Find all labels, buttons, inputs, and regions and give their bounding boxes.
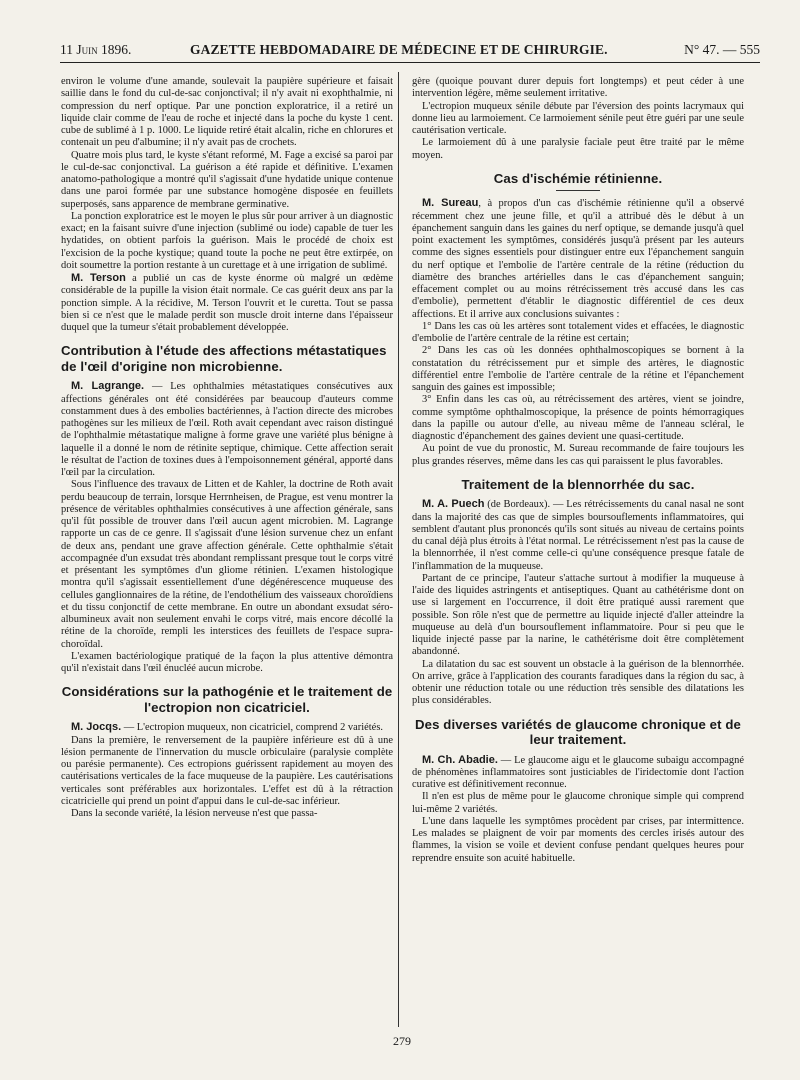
paragraph [412, 754, 744, 792]
paragraph-text: — L'ectropion muqueux, non cicatriciel, comprend 2 variétés. [121, 722, 383, 734]
paragraph: La ponction exploratrice est le moyen le plus sûr pour arriver à un diagnostic exact; en la faisant suivre d'une injection (sublimé ou iode) capable de tuer les hydatides, on obtient parfois la guérison. Mais le procédé de choix est l'excision de la poche kystique; quand toute la poche ne peut être extirpée, on doit soumettre la portion restante à un curettage et à une irrigation de sublimé. [61, 210, 393, 271]
header-date: 11 Juin 1896. [60, 42, 132, 57]
paragraph [61, 380, 393, 479]
section-heading [412, 171, 744, 192]
paragraph: Au point de vue du pronostic, M. Sureau recommande de faire toujours les plus grandes réserves, même dans les cas qui paraissent le plus favorables. [412, 443, 744, 467]
paragraph [412, 197, 744, 321]
running-header [60, 40, 760, 63]
section-heading: Des diverses variétés de glaucome chronique et de leur traitement. [415, 716, 741, 747]
paragraph-text: a publié un cas de kyste énorme où malgré un œdème considérable de la pupille la vision était normale. Ce cas guérit deux ans par la ponction simple. A la récidive, M. Terson l'ouvrit et le curetta. Tout se passa bien si ce n'est que le malade perdit son muscle droit interne dans l'épaisseur duquel que la tumeur s'était probablement développée. [61, 273, 393, 333]
paragraph: Dans la première, le renversement de la paupière inférieure est dû à une lésion permanente de l'innervation du muscle orbiculaire (paralysie complète ou parésie permanente). Ces ectropions guérissent rapidement au moyen des cautérisations verticales de la face muqueuse de la paupière. Les cautérisations verticales sont préférables aux horizontales. L'effet est dû à la rétraction cicatricielle qui prend un point d'appui dans le cul-de-sac inférieur. [61, 734, 393, 807]
header-issue-page-number: N° 47. — 555 [684, 42, 760, 57]
column-divider [398, 72, 399, 1027]
paragraph: La dilatation du sac est souvent un obstacle à la guérison de la blennorrhée. On arrive, grâce à l'application des courants faradiques dans la région du sac, à obtenir une réduction totale ou une réduction très sensible des dilatations les plus considérables. [412, 658, 744, 707]
paragraph: Sous l'influence des travaux de Litten et de Kahler, la doctrine de Roth avait perdu beaucoup de terrain, lorsque Herrnheisen, de Prague, est venu montrer la présence de véritables ophthalmies consécutives à une affection générale, sans qu'il fût possible de trouver dans l'œil aucun agent microbien. M. Lagrange rapporte un cas de ce genre. Il s'agissait d'une lésion survenue chez un enfant de deux ans, pendant une grave affection générale. Cette ophthalmie s'était accompagnée d'un exsudat très abondant remplissant presque tout le corps vitré et présentant les symptômes d'un gliome rétinien. L'examen histologique montra qu'il s'agissait essentiellement d'une dégénérescence muqueuse des cellules ganglionnaires de la rétine, de l'endothélium des vaisseaux choroïdiens et du tissu conjonctif de cette membrane. En outre un abondant exsudat séro-albumineux avait non seulement envahi le corps vitré, mais encore décollé la rétine de la choroïde, rempli les interstices des feuillets de l'espace supra-choroïdal. [61, 479, 393, 650]
author-name: M. Ch. Abadie. [422, 753, 498, 766]
paragraph: Partant de ce principe, l'auteur s'attache surtout à modifier la muqueuse à l'aide des liquides astringents et antiseptiques. Quant au cathétérisme dont on use si largement en l'occurrence, il doit être pratiqué aussi rarement que possible. Son rôle n'est que de permettre au liquide injecté d'aller atteindre la muqueuse au delà d'un boursouflement inflammatoire. Pour si peu que le liquide injecté passe par la narine, le cathétérisme doit être complètement abandonné. [412, 572, 744, 658]
paragraph-text: (de Bordeaux). — Les rétrécissements du canal nasal ne sont dans la majorité des cas que de simples boursouflements inflammatoires, qui semblent d'autant plus prononcés qu'ils sont situés au niveau de certains points du canal déjà plus étroits à l'état normal. Le rétrécissement n'est pas la cause de la blennorrhée, il n'est comme celle-ci qu'une conséquence presque fatale de l'inflammation de la muqueuse. [412, 499, 744, 572]
right-column [412, 76, 744, 1031]
paragraph: L'examen bactériologique pratiqué de la façon la plus attentive démontra qu'il n'existait dans l'œil énucléé aucun microbe. [61, 650, 393, 674]
paragraph-text: — Le glaucome aigu et le glaucome subaigu accompagné de phénomènes inflammatoires sont justiciables de l'iridectomie dont l'action curative est définitivement reconnue. [412, 754, 744, 790]
paragraph [61, 721, 393, 734]
paragraph: Le larmoiement dû à une paralysie faciale peut être traité par le même moyen. [412, 137, 744, 161]
paragraph [61, 272, 393, 334]
header-journal-title: GAZETTE HEBDOMADAIRE DE MÉDECINE ET DE CHIRURGIE. [190, 42, 608, 57]
author-name: M. Terson [71, 272, 126, 284]
section-heading: Traitement de la blennorrhée du sac. [461, 476, 695, 492]
paragraph: environ le volume d'une amande, soulevait la paupière supérieure et faisait saillie dans le fond du cul-de-sac conjonctival; il n'y avait ni exophthalmie, ni compression du nerf optique. Par une ponction exploratrice, il a retiré un liquide clair comme de l'eau de roche et injecté dans la poche du kyste 1 cent. cube de sublimé à 1 p. 1000. Le liquide retiré était alcalin, riche en chlorures et contenait un peu d'albumine; il n'y avait pas de crochets. [61, 76, 393, 149]
paragraph: L'ectropion muqueux sénile débute par l'éversion des points lacrymaux qui donne lieu au larmoiement. Ce larmoiement sénile peut être guéri par une seule cautérisation verticale. [412, 100, 744, 136]
heading-rule [556, 190, 600, 191]
paragraph: Il n'en est plus de même pour le glaucome chronique simple qui comprend lui-même 2 variétés. [412, 791, 744, 815]
paragraph: Dans la seconde variété, la lésion nerveuse n'est que passa- [71, 808, 318, 819]
paragraph-text: , à propos d'un cas d'ischémie rétinienne qu'il a observé récemment chez une jeune fille, et qu'il a attribué dès le début à un épanchement sanguin dans les gaines du nerf optique, se demande jusqu'à quel point exactement les symptômes, considérés jusqu'à présent par les auteurs comme des signes essentiels pour distinguer entre eux l'épanchement sanguin du nerf optique et l'embolie de l'artère centrale de la rétine (réduction du diamètre des branches artérielles dans le cas d'épanchement sanguin; effacement complet ou au moins rétrécissement très accusé dans les cas d'embolie), permettent d'établir le diagnostic différentiel de ces deux affections. Et il arrive aux conclusions suivantes : [412, 198, 744, 320]
section-heading: Contribution à l'étude des affections métastatiques de l'œil d'origine non microbienne. [61, 343, 387, 374]
folio-number: 279 [393, 1034, 411, 1048]
paragraph: gère (quoique pouvant durer depuis fort longtemps) et peut céder à une intervention légère, même seulement irritative. [412, 76, 744, 100]
paragraph: 2° Dans les cas où les données ophthalmoscopiques se bornent à la constatation du rétrécissement pur et simple des artères, le diagnostic différentiel entre l'embolie de l'artère centrale de la rétine et l'épanchement sanguin des gaines est impossible; [412, 345, 744, 393]
paragraph: Quatre mois plus tard, le kyste s'étant reformé, M. Fage a excisé sa paroi par le cul-de-sac conjonctival. La guérison a été rapide et définitive. L'examen anatomo-pathologique a montré qu'il s'agissait d'une hydatide unique contenue dans une paroi formée par une substance homogène disposée en feuillets superposés, sans apparence de membrane germinative. [61, 149, 393, 210]
paragraph: 1° Dans les cas où les artères sont totalement vides et effacées, le diagnostic d'embolie de l'artère centrale de la rétine est certain; [412, 320, 744, 344]
paragraph: 3° Enfin dans les cas où, au rétrécissement des artères, vient se joindre, comme symptôme ophthalmoscopique, la présence de points hémorragiques dans la papille ou autour d'elle, au niveau même de l'anneau scléral, le diagnostic d'épanchement des gaines devient une quasi-certitude. [412, 394, 744, 442]
author-name: M. Jocqs. [71, 721, 122, 734]
paragraph: L'une dans laquelle les symptômes procèdent par crises, par intermittence. Les malades se plaignent de voir par moments des cercles irisés autour des flammes, la vision se voile et devient confuse pendant quelques heures pour reprendre ensuite son acuité habituelle. [412, 815, 744, 864]
author-name: M. Sureau [422, 197, 479, 210]
left-column [61, 76, 393, 1031]
author-name: M. A. Puech [422, 498, 485, 511]
section-heading: Considérations sur la pathogénie et le traitement de l'ectropion non cicatriciel. [61, 684, 393, 715]
heading-text: Cas d'ischémie rétinienne. [493, 170, 663, 186]
paragraph [412, 498, 744, 573]
author-name: M. Lagrange. [71, 380, 145, 393]
paragraph-text: — Les ophthalmies métastatiques consécutives aux affections générales ont été considérées par beaucoup d'auteurs comme constamment dues à des embolies bactériennes, à l'action directe des microbes pathogènes sur les milieux de l'œil. Roth avait cependant avec raison distingué de l'ophthalmie métastatique maligne à forme grave une variété plus bénigne à laquelle il a donné le nom de rétinite septique, chimique. Cette affection serait le résultat de l'action de toxines dues à l'empoisonnement général, apporté dans l'œil par la circulation. [61, 381, 393, 478]
